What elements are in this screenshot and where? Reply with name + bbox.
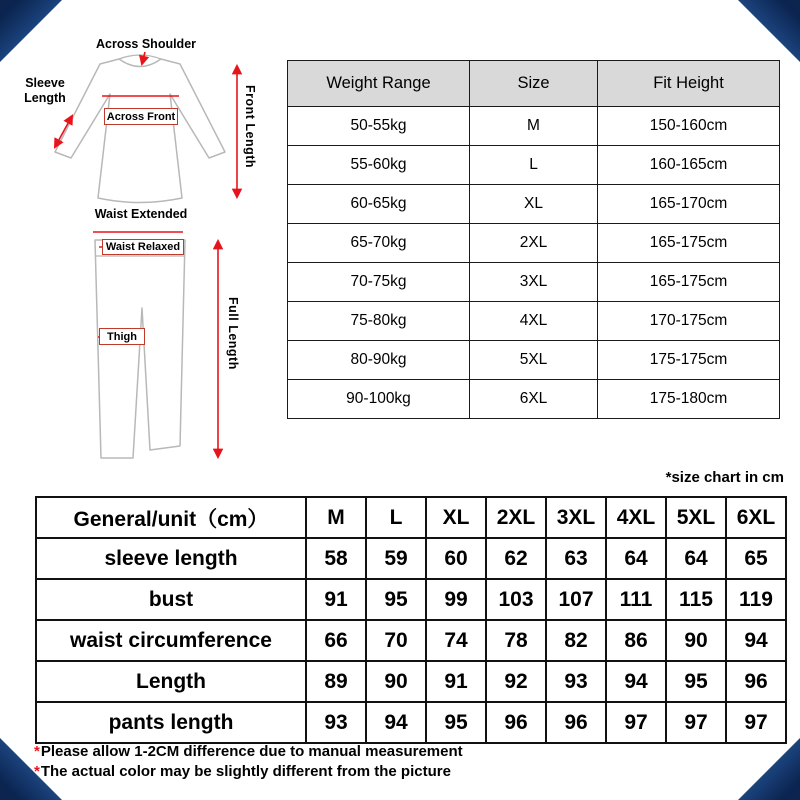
- fit-height-cell: 150-160cm: [598, 107, 780, 146]
- footnote-text: Please allow 1-2CM difference due to manual measurement: [40, 743, 463, 760]
- measurement-row: [36, 538, 786, 579]
- size-col-header: XL: [426, 497, 486, 538]
- fit-height-cell: 170-175cm: [598, 302, 780, 341]
- measurement-value: 111: [606, 579, 666, 620]
- footnote-text: The actual color may be slightly different from the picture: [40, 763, 451, 780]
- measurement-value: 96: [726, 661, 786, 702]
- footnotes: [34, 742, 463, 782]
- size-col-header: 6XL: [726, 497, 786, 538]
- weight-table-row: [288, 146, 780, 185]
- measurement-row: [36, 620, 786, 661]
- measurement-value: 99: [426, 579, 486, 620]
- measurement-value: 89: [306, 661, 366, 702]
- measurement-value: 93: [546, 661, 606, 702]
- measurement-value: 60: [426, 538, 486, 579]
- waist-relaxed-label: Waist Relaxed: [102, 239, 184, 255]
- measurement-label: waist circumference: [36, 620, 306, 661]
- fit-height-cell: 175-175cm: [598, 341, 780, 380]
- fit-height-cell: 165-175cm: [598, 224, 780, 263]
- measurement-value: 82: [546, 620, 606, 661]
- measurement-value: 95: [426, 702, 486, 743]
- size-cell: 2XL: [470, 224, 598, 263]
- weight-range-cell: 50-55kg: [288, 107, 470, 146]
- size-cell: 4XL: [470, 302, 598, 341]
- measurement-value: 97: [726, 702, 786, 743]
- measurement-row: [36, 661, 786, 702]
- size-chart-unit-note: *size chart in cm: [665, 469, 784, 486]
- weight-range-cell: 70-75kg: [288, 263, 470, 302]
- measurement-value: 64: [666, 538, 726, 579]
- measurement-value: 94: [606, 661, 666, 702]
- fit-height-cell: 165-175cm: [598, 263, 780, 302]
- size-cell: 3XL: [470, 263, 598, 302]
- weight-table-row: [288, 107, 780, 146]
- size-cell: 5XL: [470, 341, 598, 380]
- measurement-value: 66: [306, 620, 366, 661]
- measurement-value: 91: [306, 579, 366, 620]
- size-cell: M: [470, 107, 598, 146]
- full-length-label: Full Length: [226, 297, 240, 370]
- fit-height-header: Fit Height: [598, 61, 780, 107]
- measurement-value: 64: [606, 538, 666, 579]
- weight-range-cell: 60-65kg: [288, 185, 470, 224]
- weight-range-cell: 80-90kg: [288, 341, 470, 380]
- asterisk-marker: *: [34, 763, 40, 780]
- measurement-value: 107: [546, 579, 606, 620]
- size-col-header: M: [306, 497, 366, 538]
- measurement-label: sleeve length: [36, 538, 306, 579]
- size-cell: 6XL: [470, 380, 598, 419]
- thigh-label: Thigh: [99, 328, 145, 345]
- weight-table-row: [288, 224, 780, 263]
- measurement-value: 59: [366, 538, 426, 579]
- measurement-value: 93: [306, 702, 366, 743]
- weight-table-row: [288, 185, 780, 224]
- measurement-label: pants length: [36, 702, 306, 743]
- measurement-value: 92: [486, 661, 546, 702]
- fit-height-cell: 160-165cm: [598, 146, 780, 185]
- size-col-header: 4XL: [606, 497, 666, 538]
- size-cell: XL: [470, 185, 598, 224]
- measurement-value: 95: [666, 661, 726, 702]
- measurement-value: 97: [606, 702, 666, 743]
- weight-table-row: [288, 302, 780, 341]
- measurement-value: 119: [726, 579, 786, 620]
- footnote-line: [34, 762, 463, 782]
- measurements-header-row: [36, 497, 786, 538]
- measurement-value: 58: [306, 538, 366, 579]
- across-shoulder-pointer-arrow: [142, 52, 145, 64]
- measurement-row: [36, 579, 786, 620]
- waist-extended-label: Waist Extended: [94, 207, 188, 221]
- measurement-value: 96: [546, 702, 606, 743]
- pants-outline: [95, 240, 185, 458]
- measurement-value: 90: [366, 661, 426, 702]
- weight-table-row: [288, 341, 780, 380]
- general-unit-header: General/unit（cm）: [36, 497, 306, 538]
- size-header: Size: [470, 61, 598, 107]
- measurement-value: 94: [726, 620, 786, 661]
- measurement-value: 65: [726, 538, 786, 579]
- measurement-value: 97: [666, 702, 726, 743]
- weight-range-cell: 65-70kg: [288, 224, 470, 263]
- size-col-header: 2XL: [486, 497, 546, 538]
- measurement-value: 74: [426, 620, 486, 661]
- fit-height-cell: 175-180cm: [598, 380, 780, 419]
- measurement-value: 86: [606, 620, 666, 661]
- size-cell: L: [470, 146, 598, 185]
- weight-table-row: [288, 263, 780, 302]
- sleeve-length-label: Sleeve Length: [24, 76, 66, 105]
- measurement-value: 115: [666, 579, 726, 620]
- measurement-value: 62: [486, 538, 546, 579]
- size-col-header: 3XL: [546, 497, 606, 538]
- measurement-value: 63: [546, 538, 606, 579]
- measurement-value: 103: [486, 579, 546, 620]
- measurement-label: bust: [36, 579, 306, 620]
- measurement-value: 91: [426, 661, 486, 702]
- measurement-value: 90: [666, 620, 726, 661]
- across-front-label: Across Front: [104, 108, 178, 125]
- measurements-table: [35, 496, 787, 744]
- front-length-label: Front Length: [243, 85, 257, 169]
- weight-table-header-row: [288, 61, 780, 107]
- size-col-header: L: [366, 497, 426, 538]
- footnote-line: [34, 742, 463, 762]
- fit-height-cell: 165-170cm: [598, 185, 780, 224]
- measurement-value: 78: [486, 620, 546, 661]
- corner-decoration-bottom-right: [738, 738, 800, 800]
- measurement-value: 70: [366, 620, 426, 661]
- weight-table-row: [288, 380, 780, 419]
- measurement-value: 94: [366, 702, 426, 743]
- measurement-value: 95: [366, 579, 426, 620]
- size-col-header: 5XL: [666, 497, 726, 538]
- shirt-outline: [55, 59, 225, 203]
- weight-range-cell: 55-60kg: [288, 146, 470, 185]
- measurement-label: Length: [36, 661, 306, 702]
- shirt-collar: [119, 55, 161, 59]
- weight-fit-table: [287, 60, 780, 419]
- weight-range-header: Weight Range: [288, 61, 470, 107]
- measurement-value: 96: [486, 702, 546, 743]
- weight-range-cell: 75-80kg: [288, 302, 470, 341]
- measurement-row: [36, 702, 786, 743]
- asterisk-marker: *: [34, 743, 40, 760]
- across-shoulder-label: Across Shoulder: [95, 37, 197, 51]
- corner-decoration-top-right: [738, 0, 800, 62]
- weight-range-cell: 90-100kg: [288, 380, 470, 419]
